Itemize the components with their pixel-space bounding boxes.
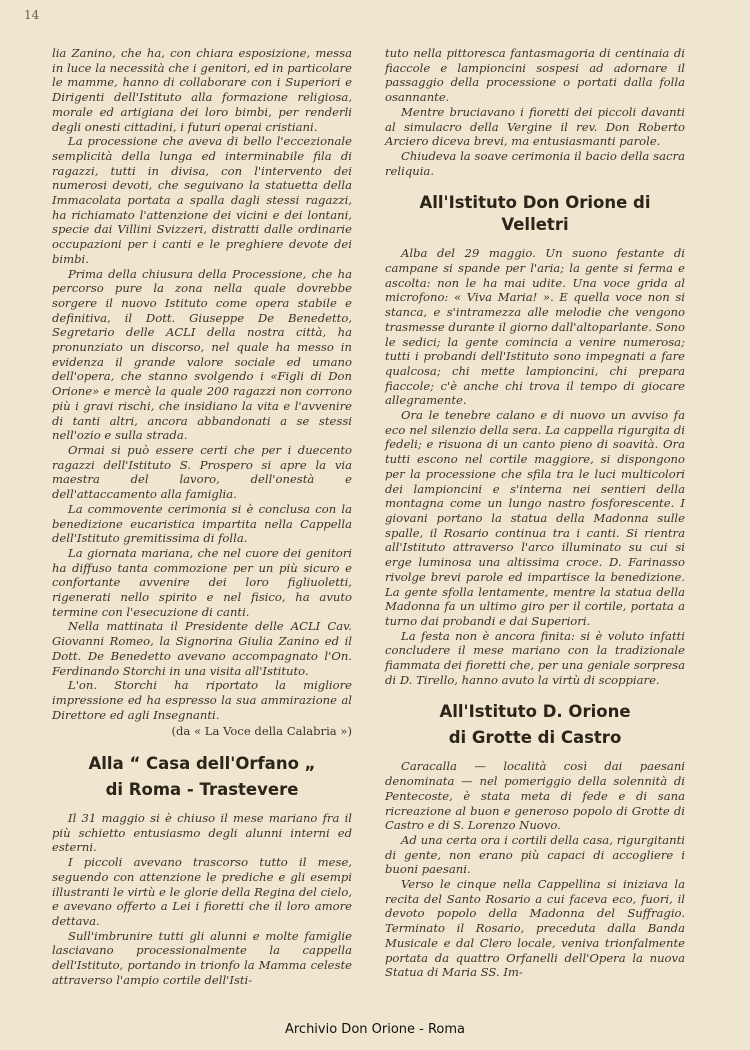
left-paragraph: L'on. Storchi ha riportato la migliore impressione ed ha espresso la sua ammirazione al Direttore ed agli Insegnanti. xyxy=(52,678,352,722)
roma-paragraph: Il 31 maggio si è chiuso il mese mariano fra il più schietto entusiasmo degli alunni interni ed esterni. xyxy=(52,811,352,855)
heading-line: All'Istituto D. Orione xyxy=(439,702,631,722)
velletri-paragraph: Alba del 29 maggio. Un suono festante di campane si spande per l'aria; la gente si ferma e ascolta: non le ha mai udite. Una voce grida al microfono: « Viva Maria! ». E quella voce non si stanca, e s'intramezza alle melodie che vengono trasmesse durante il giorno dall'altoparlante. Sono le sedici; la gente comincia a venire numerosa; tutti i probandi dell'Istituto sono impegnati a fare qualcosa; chi mette lampioncini, chi prepara fiaccole; c'è anche chi trova il tempo di giocare allegramente. xyxy=(385,246,685,408)
section-heading-velletri xyxy=(385,192,685,236)
grotte-paragraph: Caracalla — località così dai paesani denominata — nel pomeriggio della solennità di Pentecoste, è stata meta di fede e di sana ricreazione al buon e generoso popolo di Grotte di Castro e di S. Lorenzo Nuovo. xyxy=(385,759,685,833)
left-paragraph: La processione che aveva di bello l'eccezionale semplicità della lunga ed interminabile fila di ragazzi, tutti in divisa, con l'intervento dei numerosi devoti, che seguivano la statuetta della Immacolata portata a spalla dagli stessi ragazzi, ha richiamato l'attenzione dei vicini e dei lontani, specie dai Villini Svizzeri, distratti dalle ordinarie occupazioni per i canti e le preghiere devote dei bimbi. xyxy=(52,134,352,266)
heading-line: di Grotte di Castro xyxy=(448,728,622,748)
roma-paragraph: Sull'imbrunire tutti gli alunni e molte famiglie lasciavano processionalmente la cappella dell'Istituto, portando in trionfo la Mamma celeste attraverso l'ampio cortile dell'Isti- xyxy=(52,928,352,987)
section-heading-grotte xyxy=(385,701,685,749)
left-column xyxy=(52,46,352,987)
roma-paragraph: I piccoli avevano trascorso tutto il mese, seguendo con attenzione le prediche e gli esempi illustranti le virtù e le glorie della Regina del cielo, e avevano offerto a Lei i fioretti che il loro amore dettava. xyxy=(52,855,352,928)
left-paragraph: La giornata mariana, che nel cuore dei genitori ha diffuso tanta commozione per un più sicuro e confortante avvenire dei loro figliuoletti, rigenerati nello spirito e nel fisico, ha avuto termine con l'esecuzione di canti. xyxy=(52,545,352,619)
left-paragraph: Prima della chiusura della Processione, che ha percorso pure la zona nella quale dovrebbe sorgere il nuovo Istituto come opera stabile e definitiva, il Dott. Giuseppe De Benedetto, Segretario delle ACLI della nostra città, ha pronunziato un discorso, nel quale ha messo in evidenza il grande valore sociale ed umano dell'opera, che stanno svolgendo i «Figli di Don Orione» e mercè la quale 200 ragazzi non corrono più i gravi rischi, che insidiano la vita e l'avvenire di tanti altri, ancora abbandonati a se stessi nell'ozio e sulla strada. xyxy=(52,266,352,443)
velletri-paragraph: La festa non è ancora finita: si è voluto infatti concludere il mese mariano con la tradizionale fiammata dei fioretti che, per una geniale sorpresa di D. Tirello, hanno avuto la virtù di scoppiare. xyxy=(385,628,685,687)
heading-line: All'Istituto Don Orione di Velletri xyxy=(419,193,651,235)
page-number: 14 xyxy=(24,8,40,22)
grotte-paragraph: Ad una certa ora i cortili della casa, rigurgitanti di gente, non erano più capaci di accogliere i buoni paesani. xyxy=(385,832,685,877)
heading-line: di Roma - Trastevere xyxy=(105,780,299,800)
left-paragraph: La commovente cerimonia si è conclusa con la benedizione eucaristica impartita nella Cappella dell'Istituto gremitissima di folla. xyxy=(52,501,352,546)
archive-footer: Archivio Don Orione - Roma xyxy=(284,1022,466,1037)
left-paragraph: lia Zanino, che ha, con chiara esposizione, messa in luce la necessità che i genitori, ed in particolare le mamme, hanno di collaborare con i Superiori e Dirigenti dell'Istituto alla formazione religiosa, morale ed artigiana dei loro bimbi, per renderli degli onesti cittadini, i futuri operai cristiani. xyxy=(52,46,352,134)
right-paragraph: Chiudeva la soave cerimonia il bacio della sacra reliquia. xyxy=(385,148,685,178)
right-column xyxy=(385,46,685,980)
section-heading-roma xyxy=(52,753,352,801)
right-paragraph: tuto nella pittoresca fantasmagoria di centinaia di fiaccole e lampioncini sospesi ad adornare il passaggio della processione o portati dalla folla osannante. xyxy=(385,46,685,105)
right-paragraph: Mentre bruciavano i fioretti dei piccoli davanti al simulacro della Vergine il rev. Don Roberto Arciero diceva brevi, ma entusiasmanti parole. xyxy=(385,104,685,149)
heading-line: Alla “ Casa dell'Orfano „ xyxy=(88,754,316,774)
grotte-paragraph: Verso le cinque nella Cappellina si iniziava la recita del Santo Rosario a cui faceva eco, fuori, il devoto popolo della Madonna del Suffragio. Terminato il Rosario, preceduta dalla Banda Musicale e dal Clero locale, veniva trionfalmente portata da quattro Orfanelli dell'Opera la nuova Statua di Maria SS. Im- xyxy=(385,877,685,980)
source-credit: (da « La Voce della Calabria ») xyxy=(171,724,352,739)
left-paragraph: Nella mattinata il Presidente delle ACLI Cav. Giovanni Romeo, la Signorina Giulia Zanino ed il Dott. De Benedetto avevano accompagnato l'On. Ferdinando Storchi in una visita all'Istituto. xyxy=(52,619,352,678)
velletri-paragraph: Ora le tenebre calano e di nuovo un avviso fa eco nel silenzio della sera. La cappella rigurgita di fedeli; e risuona di un canto pieno di soavità. Ora tutti escono nel cortile maggiore, si dispongono per la processione che sfila tra le luci multicolori dei lampioncini e s'interna nei sentieri della montagna come un lungo nastro fosforescente. I giovani portano la statua della Madonna sulle spalle, il Rosario continua tra i canti. Si rientra all'Istituto attraverso l'arco illuminato su cui si erge luminosa una altissima croce. D. Farinasso rivolge brevi parole ed impartisce la benedizione. La gente sfolla lentamente, mentre la statua della Madonna fa un ultimo giro per il cortile, portata a turno dai probandi e dai Superiori. xyxy=(385,408,685,628)
left-paragraph: Ormai si può essere certi che per i duecento ragazzi dell'Istituto S. Prospero si apre la via maestra del lavoro, dell'onestà e dell'attaccamento alla famiglia. xyxy=(52,442,352,502)
